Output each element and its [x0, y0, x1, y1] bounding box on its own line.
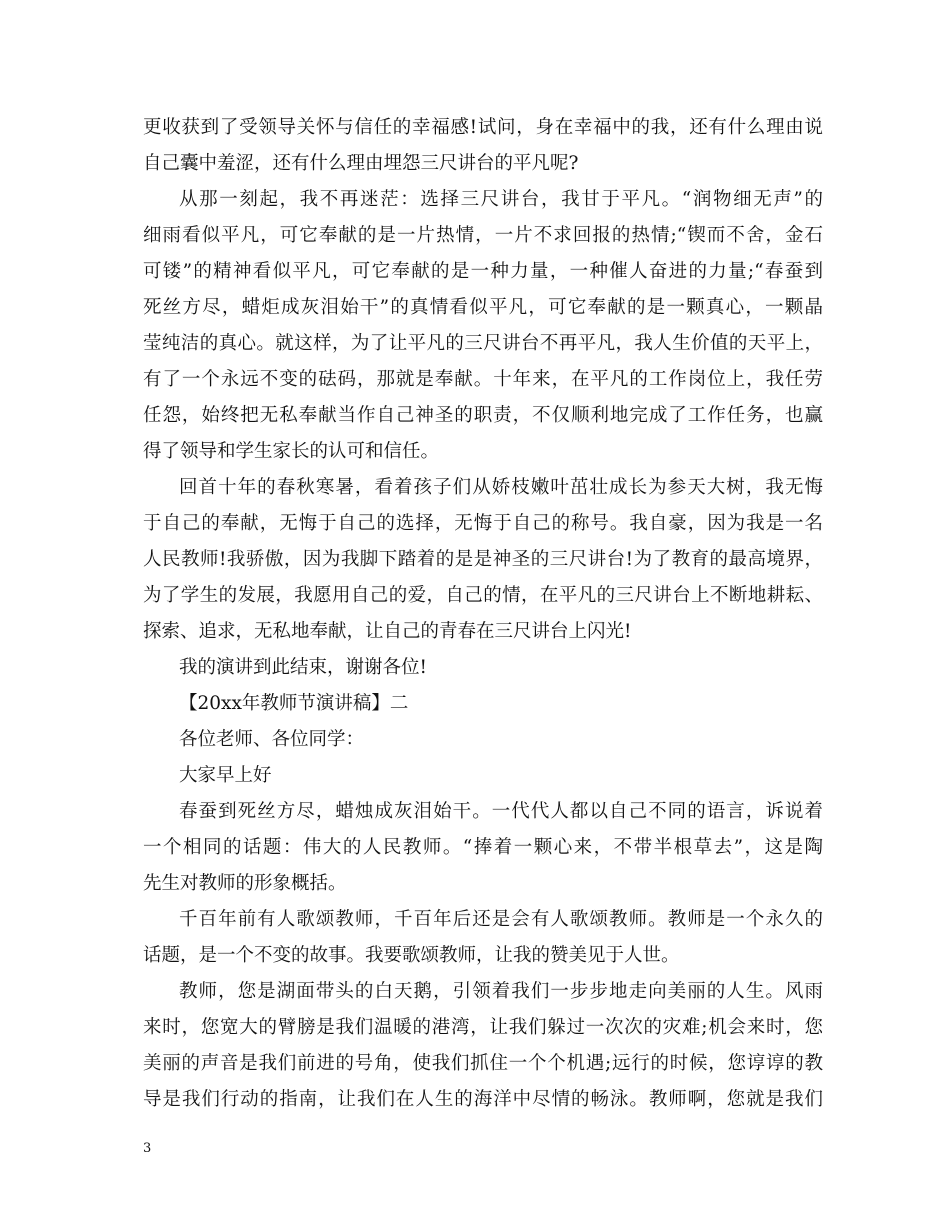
text-line: 自己囊中羞涩，还有什么理由埋怨三尺讲台的平凡呢?	[143, 153, 579, 174]
text-line: 话题，是一个不变的故事。我要歌颂教师，让我的赞美见于人世。	[143, 945, 680, 966]
text-line: 教师，您是湖面带头的白天鹅，引领着我们一步步地走向美丽的人生。风雨	[179, 981, 823, 1002]
page-number: 3	[143, 1141, 152, 1156]
text-line: 莹纯洁的真心。就这样，为了让平凡的三尺讲台不再平凡，我人生价值的天平上，	[143, 333, 823, 354]
text-line: 更收获到了受领导关怀与信任的幸福感!试问，身在幸福中的我，还有什么理由说	[143, 117, 823, 138]
closing-line: 我的演讲到此结束，谢谢各位!	[179, 657, 427, 678]
text-line: 一个相同的话题：伟大的人民教师。“捧着一颗心来，不带半根草去”，这是陶	[143, 837, 823, 858]
text-line: 死丝方尽，蜡炬成灰泪始干”的真情看似平凡，可它奉献的是一颗真心，一颗晶	[143, 297, 823, 318]
text-line: 为了学生的发展，我愿用自己的爱，自己的情，在平凡的三尺讲台上不断地耕耘、	[143, 585, 823, 606]
text-line: 先生对教师的形象概括。	[143, 873, 347, 894]
text-line: 细雨看似平凡，可它奉献的是一片热情，一片不求回报的热情;“锲而不舍，金石	[143, 225, 823, 246]
text-line: 来时，您宽大的臂膀是我们温暖的港湾，让我们躲过一次次的灾难;机会来时，您	[143, 1017, 823, 1038]
text-line: 美丽的声音是我们前进的号角，使我们抓住一个个机遇;远行的时候，您谆谆的教	[143, 1053, 823, 1074]
text-line: 有了一个永远不变的砝码，那就是奉献。十年来，在平凡的工作岗位上，我任劳	[143, 369, 823, 390]
text-line: 得了领导和学生家长的认可和信任。	[143, 441, 440, 462]
text-line: 导是我们行动的指南，让我们在人生的海洋中尽情的畅泳。教师啊，您就是我们	[143, 1089, 823, 1110]
text-line: 从那一刻起，我不再迷茫：选择三尺讲台，我甘于平凡。“润物细无声”的	[179, 189, 823, 210]
text-line: 千百年前有人歌颂教师，千百年后还是会有人歌颂教师。教师是一个永久的	[179, 909, 823, 930]
text-line: 人民教师!我骄傲，因为我脚下踏着的是是神圣的三尺讲台!为了教育的最高境界，	[143, 549, 823, 570]
text-line: 可镂”的精神看似平凡，可它奉献的是一种力量，一种催人奋进的力量;“春蚕到	[143, 261, 823, 282]
text-line: 任怨，始终把无私奉献当作自己神圣的职责，不仅顺利地完成了工作任务，也赢	[143, 405, 823, 426]
text-line: 探索、追求，无私地奉献，让自己的青春在三尺讲台上闪光!	[143, 621, 632, 642]
text-line: 于自己的奉献，无悔于自己的选择，无悔于自己的称号。我自豪，因为我是一名	[143, 513, 823, 534]
greeting: 大家早上好	[179, 765, 272, 786]
text-line: 春蚕到死丝方尽，蜡烛成灰泪始干。一代代人都以自己不同的语言，诉说着	[179, 801, 823, 822]
salutation: 各位老师、各位同学：	[179, 729, 365, 750]
text-line: 回首十年的春秋寒暑，看着孩子们从娇枝嫩叶茁壮成长为参天大树，我无悔	[179, 477, 823, 498]
section-heading: 【20xx年教师节演讲稿】二	[179, 693, 409, 714]
